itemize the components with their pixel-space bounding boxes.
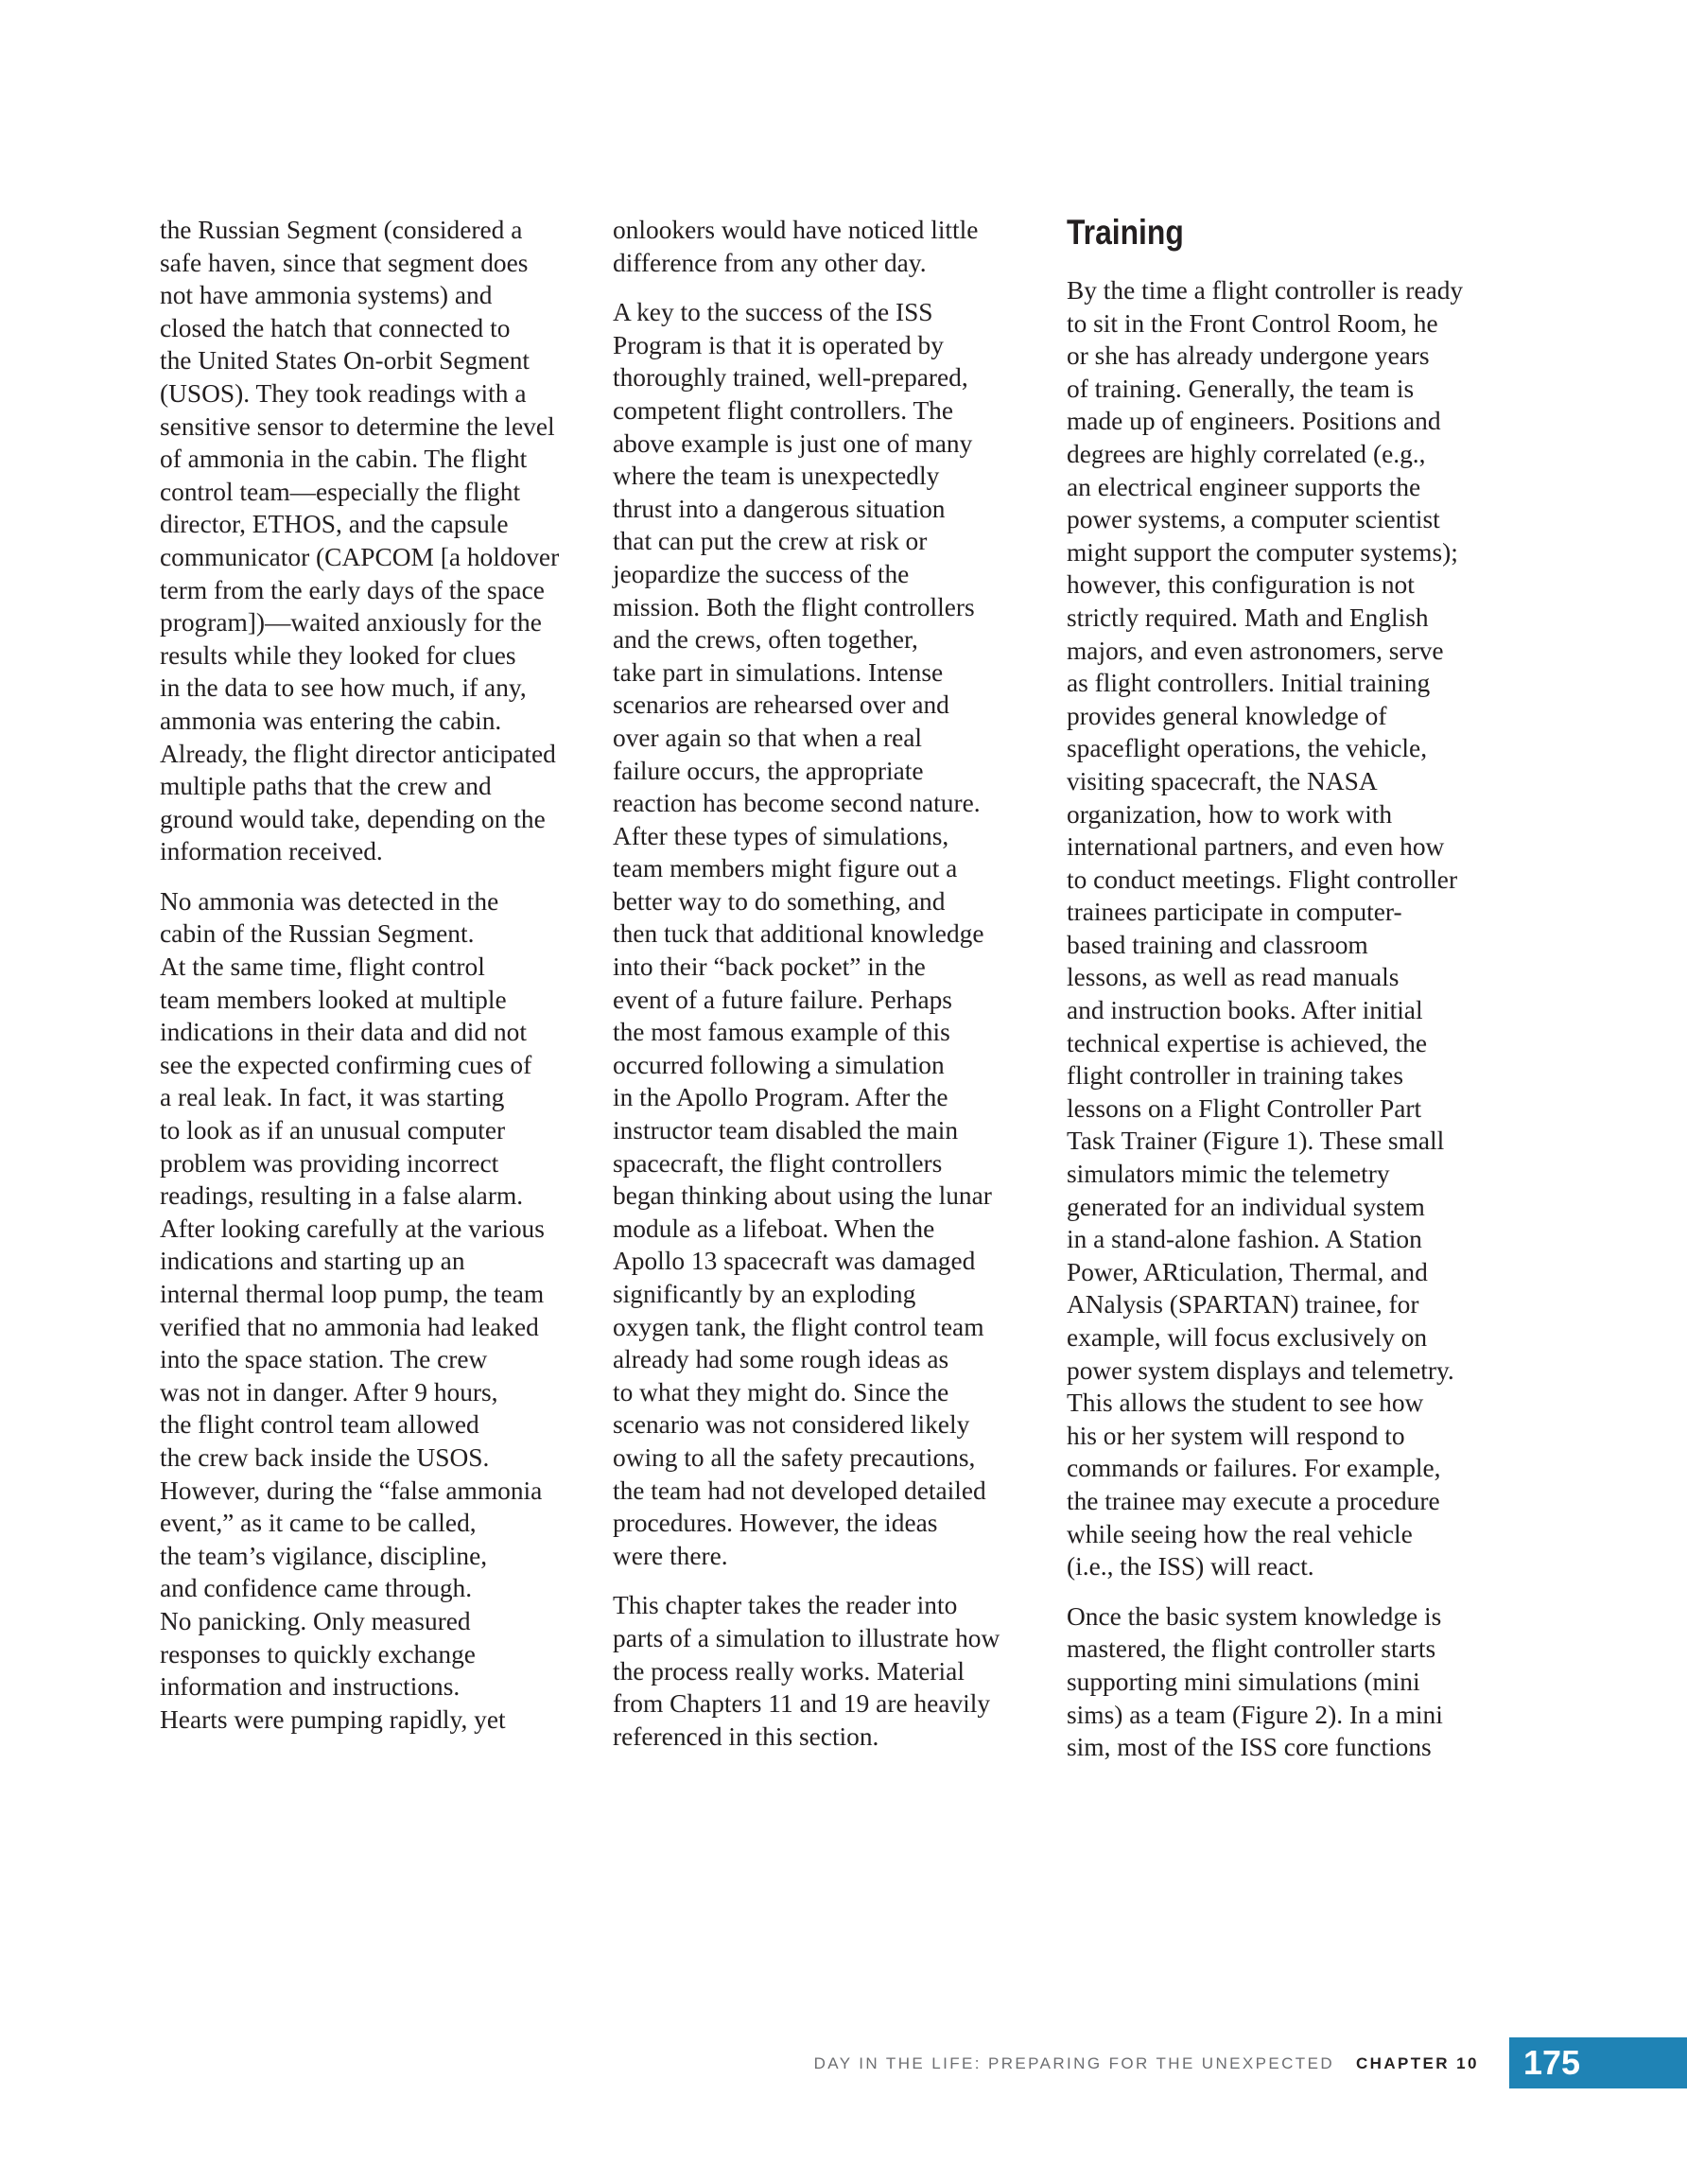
text-line: in the data to see how much, if any, [160,673,527,703]
text-line: ANalysis (SPARTAN) trainee, for [1067,1290,1419,1319]
text-line: lessons, as well as read manuals [1067,963,1400,992]
text-line: oxygen tank, the flight control team [613,1312,984,1341]
text-line: mastered, the flight controller starts [1067,1634,1436,1664]
section-heading: Training [1067,213,1184,252]
text-line: thrust into a dangerous situation [613,494,946,523]
text-line: and confidence came through. [160,1574,473,1603]
text-line: were there. [613,1541,728,1570]
text-line: the trainee may execute a procedure [1067,1486,1440,1515]
text-line: After looking carefully at the various [160,1214,545,1243]
text-line: in the Apollo Program. After the [613,1083,948,1112]
text-line: provides general knowledge of [1067,701,1387,730]
text-line: jeopardize the success of the [613,559,910,588]
text-line: onlookers would have noticed little [613,216,979,244]
text-line: competent flight controllers. The [613,395,954,425]
text-line: the team’s vigilance, discipline, [160,1541,488,1570]
text-line: readings, resulting in a false alarm. [160,1181,524,1211]
text-line: cabin of the Russian Segment. [160,919,475,949]
text-line: of ammonia in the cabin. The flight [160,445,528,474]
text-line: not have ammonia systems) and [160,281,493,310]
text-line: into the space station. The crew [160,1345,488,1374]
text-line: into their “back pocket” in the [613,952,926,982]
text-line: generated for an individual system [1067,1192,1425,1221]
text-line: term from the early days of the space [160,575,545,604]
text-line: a real leak. In fact, it was starting [160,1083,505,1112]
paragraph [1067,1600,1521,1764]
text-line: difference from any other day. [613,248,927,277]
text-line: power system displays and telemetry. [1067,1355,1454,1385]
text-line: This chapter takes the reader into [613,1591,958,1620]
text-line: Power, ARticulation, Thermal, and [1067,1257,1428,1286]
text-line: then tuck that additional knowledge [613,919,984,949]
text-line: simulators mimic the telemetry [1067,1160,1390,1189]
text-line: information and instructions. [160,1672,461,1702]
text-line: event of a future failure. Perhaps [613,985,952,1014]
text-line: Hearts were pumping rapidly, yet [160,1704,506,1734]
text-line: verified that no ammonia had leaked [160,1312,539,1341]
text-line: owing to all the safety precautions, [613,1442,976,1472]
text-line: international partners, and even how [1067,832,1445,862]
text-line: sensitive sensor to determine the level [160,411,555,441]
text-line: the Russian Segment (considered a [160,216,523,244]
text-line: sim, most of the ISS core functions [1067,1733,1432,1762]
text-line: to sit in the Front Control Room, he [1067,308,1438,338]
text-line: based training and classroom [1067,930,1368,959]
running-title: DAY IN THE LIFE: PREPARING FOR THE UNEXPECTED [813,2054,1334,2072]
text-line: his or her system will respond to [1067,1421,1405,1450]
text-line: director, ETHOS, and the capsule [160,510,509,539]
text-line: occurred following a simulation [613,1050,945,1079]
paragraph [1067,274,1521,1583]
text-line: the team had not developed detailed [613,1476,986,1505]
text-line: of training. Generally, the team is [1067,374,1415,403]
text-line: significantly by an exploding [613,1280,916,1308]
text-line: however, this configuration is not [1067,570,1415,600]
text-line: mission. Both the flight controllers [613,592,975,621]
text-line: spaceflight operations, the vehicle, [1067,734,1428,763]
text-line: safe haven, since that segment does [160,248,529,277]
text-line: to what they might do. Since the [613,1377,949,1406]
text-line: the United States On-orbit Segment [160,346,530,376]
text-line: Program is that it is operated by [613,330,944,359]
text-line: No panicking. Only measured [160,1606,471,1635]
text-line: A key to the success of the ISS [613,298,933,327]
text-line: commands or failures. For example, [1067,1454,1441,1483]
page-footer [0,2037,1687,2088]
paragraph [613,214,1057,279]
text-line: closed the hatch that connected to [160,313,511,342]
text-line: module as a lifeboat. When the [613,1214,935,1243]
text-line: thoroughly trained, well-prepared, [613,363,968,393]
text-line: event,” as it came to be called, [160,1509,477,1538]
text-line: Apollo 13 spacecraft was damaged [613,1247,976,1276]
page-number-tab [1509,2037,1687,2088]
text-line: already had some rough ideas as [613,1345,949,1374]
text-line: was not in danger. After 9 hours, [160,1377,498,1406]
text-line: At the same time, flight control [160,952,485,982]
text-line: communicator (CAPCOM [a holdover [160,542,560,571]
text-line: trainees participate in computer- [1067,898,1402,927]
text-line: visiting spacecraft, the NASA [1067,766,1378,795]
text-line: to look as if an unusual computer [160,1116,506,1145]
text-line: team members might figure out a [613,854,958,883]
text-line: and instruction books. After initial [1067,996,1423,1025]
text-line: results while they looked for clues [160,640,516,670]
text-line: strictly required. Math and English [1067,603,1429,632]
text-line: scenarios are rehearsed over and [613,690,949,720]
text-line: made up of engineers. Positions and [1067,407,1441,436]
text-line: the crew back inside the USOS. [160,1442,490,1472]
text-line: supporting mini simulations (mini [1067,1667,1420,1696]
text-line: No ammonia was detected in the [160,886,499,916]
text-line: take part in simulations. Intense [613,657,944,687]
text-line: scenario was not considered likely [613,1410,970,1440]
text-line: example, will focus exclusively on [1067,1323,1428,1352]
text-line: internal thermal loop pump, the team [160,1280,545,1308]
text-line: instructor team disabled the main [613,1116,959,1145]
text-line: and the crews, often together, [613,625,918,655]
text-line: the most famous example of this [613,1018,950,1047]
text-line: that can put the crew at risk or [613,527,928,556]
paragraph [613,296,1057,1572]
text-line: indications in their data and did not [160,1018,527,1047]
text-line: as flight controllers. Initial training [1067,669,1431,698]
text-line: By the time a flight controller is ready [1067,276,1464,305]
text-line: multiple paths that the crew and [160,772,492,801]
text-line: flight controller in training takes [1067,1061,1403,1091]
text-line: After these types of simulations, [613,821,949,850]
text-line: information received. [160,837,383,866]
text-line: better way to do something, and [613,886,946,916]
text-line: spacecraft, the flight controllers [613,1148,943,1178]
text-line: the process really works. Material [613,1656,965,1686]
column-3 [1067,214,1521,1781]
text-line: However, during the “false ammonia [160,1476,543,1505]
text-line: This allows the student to see how [1067,1389,1424,1418]
text-line: to conduct meetings. Flight controller [1067,865,1458,894]
text-line: (USOS). They took readings with a [160,378,527,408]
text-line: in a stand-alone fashion. A Station [1067,1225,1422,1254]
text-line: Already, the flight director anticipated [160,739,556,768]
text-line: indications and starting up an [160,1247,465,1276]
text-line: ground would take, depending on the [160,804,546,833]
text-line: (i.e., the ISS) will react. [1067,1552,1314,1581]
text-line: problem was providing incorrect [160,1148,499,1178]
paragraph [160,214,595,868]
text-line: might support the computer systems); [1067,537,1458,567]
chapter-label: CHAPTER 10 [1356,2054,1479,2072]
text-line: procedures. However, the ideas [613,1509,938,1538]
text-line: control team—especially the flight [160,477,521,506]
text-line: failure occurs, the appropriate [613,756,924,785]
text-line: ammonia was entering the cabin. [160,706,502,735]
paragraph [160,885,595,1736]
text-line: see the expected confirming cues of [160,1050,532,1079]
text-line: responses to quickly exchange [160,1639,476,1669]
text-line: above example is just one of many [613,428,973,458]
text-line: majors, and even astronomers, serve [1067,636,1444,665]
text-line: lessons on a Flight Controller Part [1067,1093,1422,1123]
page-number: 175 [1523,2043,1581,2082]
column-1 [160,214,595,1753]
text-line: technical expertise is achieved, the [1067,1028,1428,1057]
text-line: began thinking about using the lunar [613,1181,992,1211]
column-2 [613,214,1057,1770]
text-line: where the team is unexpectedly [613,462,940,491]
text-line: referenced in this section. [613,1721,879,1751]
text-line: team members looked at multiple [160,985,507,1014]
text-line: from Chapters 11 and 19 are heavily [613,1689,991,1719]
text-line: organization, how to work with [1067,799,1393,829]
text-line: while seeing how the real vehicle [1067,1519,1413,1548]
text-line: the flight control team allowed [160,1410,479,1440]
text-line: power systems, a computer scientist [1067,505,1440,534]
text-line: Once the basic system knowledge is [1067,1601,1442,1631]
text-line: an electrical engineer supports the [1067,472,1421,501]
text-line: reaction has become second nature. [613,789,981,818]
text-line: Task Trainer (Figure 1). These small [1067,1127,1445,1156]
text-line: or she has already undergone years [1067,341,1430,371]
text-line: parts of a simulation to illustrate how [613,1623,1000,1652]
text-line: degrees are highly correlated (e.g., [1067,439,1426,468]
paragraph [613,1589,1057,1753]
text-line: program])—waited anxiously for the [160,608,542,638]
text-line: sims) as a team (Figure 2). In a mini [1067,1700,1443,1729]
text-line: over again so that when a real [613,723,923,752]
